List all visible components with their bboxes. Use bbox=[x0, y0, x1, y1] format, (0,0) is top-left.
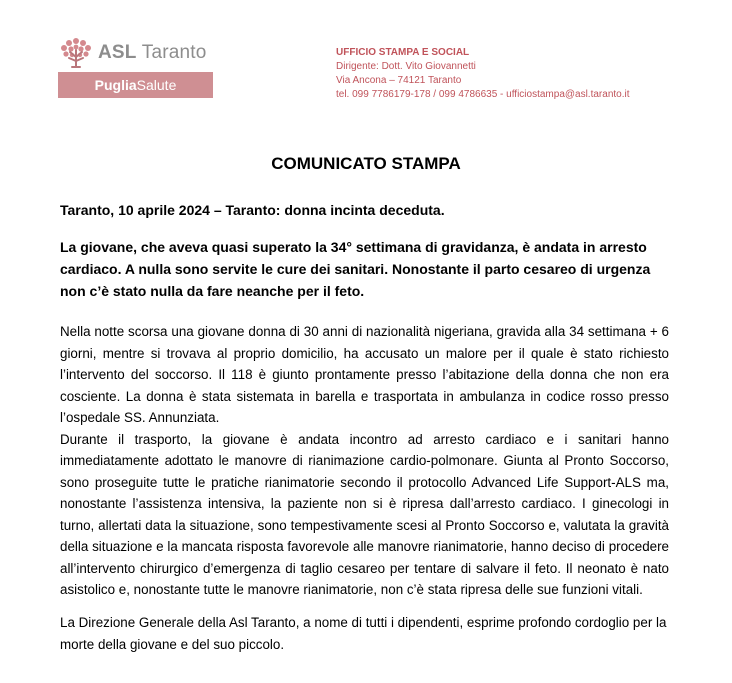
logo-tagline-rest: Salute bbox=[136, 77, 177, 93]
closing-paragraph: La Direzione Generale della Asl Taranto, a nome di tutti i dipendenti, esprime profondo cordoglio per la morte della giovane e del suo piccolo. bbox=[60, 615, 667, 652]
document-title: COMUNICATO STAMPA bbox=[271, 154, 461, 173]
logo-tagline-bar bbox=[58, 72, 213, 98]
body-paragraph-1: Nella notte scorsa una giovane donna di 30 anni di nazionalità nigeriana, gravida alla 34 settimana + 6 giorni, mentre si trovava al proprio domicilio, ha accusato un malore per il quale è stato richiesto l’intervento del soccorso. Il 118 è giunto prontamente presso l’abitazione della donna che non era cosciente. La donna è stata sistemata in barella e trasportata in ambulanza in codice rosso presso l’ospedale SS. Annunziata. bbox=[60, 324, 669, 425]
logo-name bbox=[98, 42, 207, 64]
logo-top-row bbox=[58, 36, 213, 70]
body-text bbox=[60, 321, 669, 601]
dateline: Taranto, 10 aprile 2024 – Taranto: donna incinta deceduta. bbox=[60, 202, 445, 218]
logo-name-bold: ASL bbox=[98, 42, 137, 63]
office-address: Via Ancona – 74121 Taranto bbox=[336, 75, 462, 86]
tree-logo-icon bbox=[58, 36, 94, 70]
office-contacts: tel. 099 7786179-178 / 099 4786635 - ufficiostampa@asl.taranto.it bbox=[336, 89, 630, 100]
logo-name-rest: Taranto bbox=[136, 42, 207, 63]
office-title: UFFICIO STAMPA E SOCIAL bbox=[336, 47, 470, 58]
press-office-header bbox=[336, 46, 630, 102]
asl-taranto-logo bbox=[58, 36, 213, 100]
lead-paragraph: La giovane, che aveva quasi superato la 34° settimana di gravidanza, è andata in arresto cardiaco. A nulla sono servite le cure dei sanitari. Nonostante il parto cesareo di urgenza non c’è stato nulla da fare neanche per il feto. bbox=[60, 239, 651, 299]
body-paragraph-2: Durante il trasporto, la giovane è andata incontro ad arresto cardiaco e i sanitari hanno immediatamente adottato le manovre di rianimazione cardio-polmonare. Giunta al Pronto Soccorso, sono proseguite tutte le pratiche rianimatorie secondo il protocollo Advanced Life Support-ALS ma, nonostante l’assistenza intensiva, la paziente non si è ripresa dall’arresto cardiaco. I ginecologi in turno, allertati data la situazione, sono tempestivamente scesi al Pronto Soccorso e, valutata la gravità della situazione e la mancata risposta favorevole alle manovre rianimatorie, hanno deciso di procedere all’intervento chirurgico d’emergenza di taglio cesareo per tentare di salvare il feto. Il neonato è nato asistolico e, nonostante tutte le manovre rianimatorie, non c’è stata ripresa delle sue funzioni vitali. bbox=[60, 431, 669, 597]
logo-tagline-bold: Puglia bbox=[94, 77, 137, 93]
office-director: Dirigente: Dott. Vito Giovannetti bbox=[336, 61, 476, 72]
